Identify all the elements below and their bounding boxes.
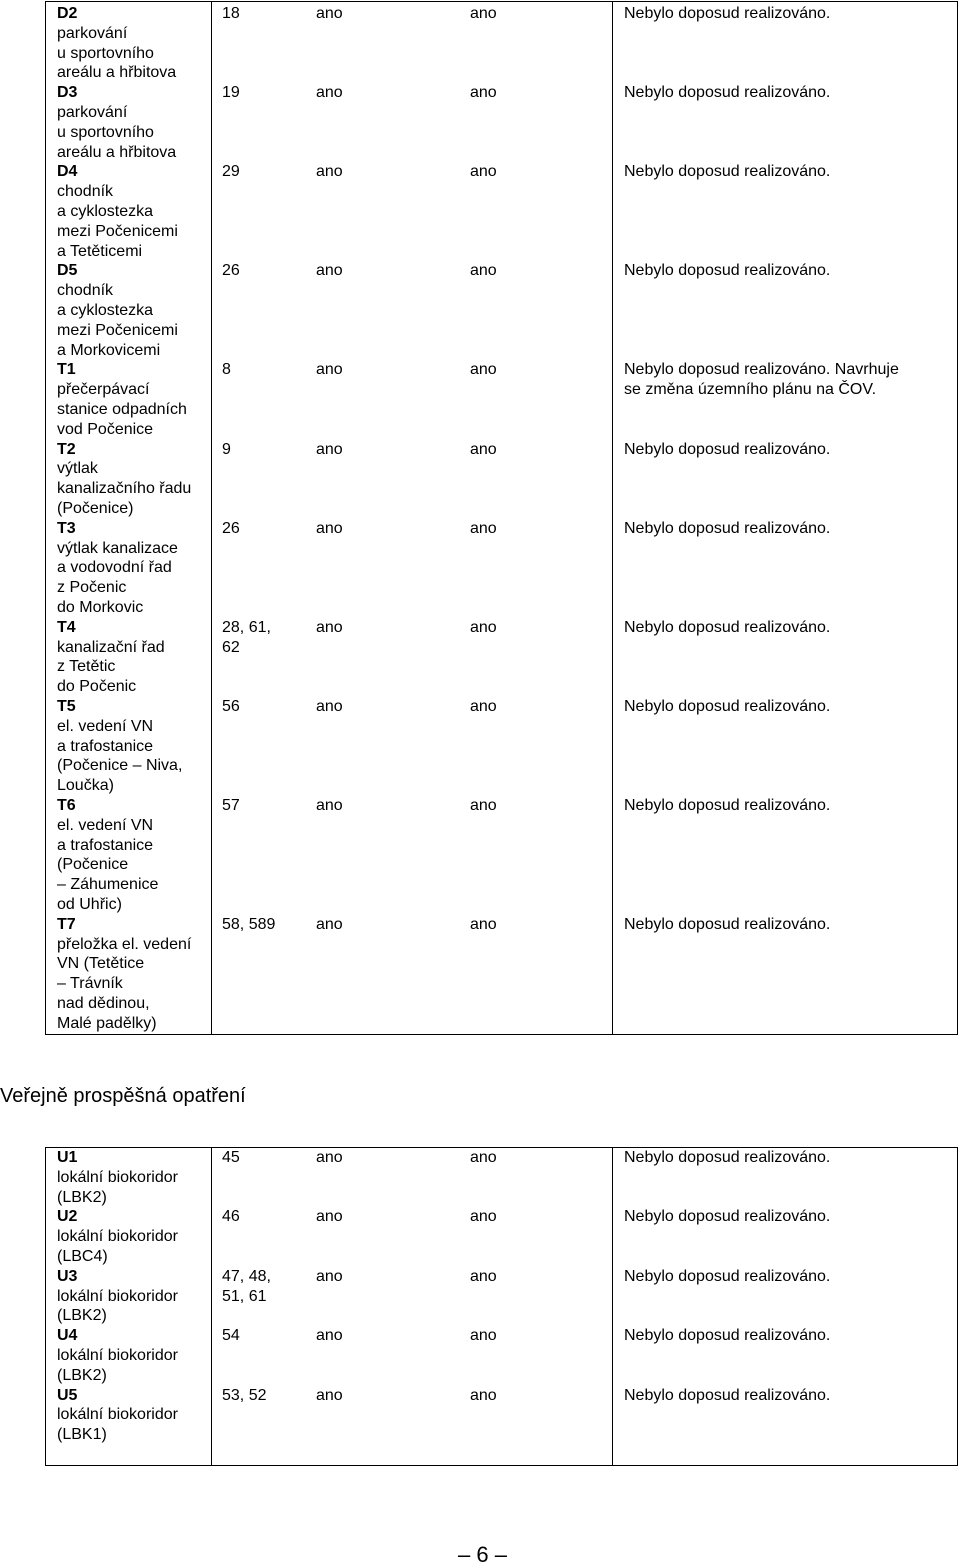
row-status: Nebylo doposud realizováno. (624, 915, 831, 933)
row-description-line: a cyklostezka (57, 203, 154, 220)
row-description-line: z Počenic (57, 579, 127, 597)
row-description-line: od Uhřic) (57, 896, 122, 913)
row-col-ano-2: ano (470, 1327, 497, 1345)
row-col-ano-1: ano (316, 1386, 343, 1404)
row-col-ano-1: ano (316, 915, 343, 933)
page-number: – 6 – (458, 1542, 507, 1567)
row-col-ano-1: ano (316, 519, 343, 537)
row-status: Nebylo doposud realizováno. (624, 5, 831, 22)
row-col-ano-1: ano (316, 163, 343, 181)
row-description-line: (LBK2) (57, 1188, 107, 1206)
row-description-line: a vodovodní řad (57, 559, 172, 577)
table-1-divider-left (211, 1, 212, 1035)
row-status: Nebylo doposud realizováno. (624, 797, 831, 814)
row-code: U1 (57, 1149, 78, 1166)
table-1-divider-right (612, 1, 613, 1035)
row-col-ano-2: ano (470, 698, 497, 715)
row-code: T2 (57, 440, 76, 458)
row-description-line: do Morkovic (57, 599, 144, 616)
row-parcels: 8 (222, 361, 231, 379)
row-parcels: 29 (222, 163, 240, 181)
row-parcels: 57 (222, 797, 240, 814)
row-col-ano-1: ano (316, 84, 343, 102)
row-col-ano-2: ano (470, 1267, 497, 1285)
row-status: Nebylo doposud realizováno. (624, 1386, 831, 1404)
row-code: T7 (57, 915, 76, 933)
row-code: T3 (57, 519, 76, 537)
row-description-line: do Počenic (57, 678, 137, 696)
row-col-ano-1: ano (316, 361, 343, 379)
row-description-line: lokální biokoridor (57, 1287, 178, 1305)
row-code: D3 (57, 84, 78, 102)
row-code: T1 (57, 361, 76, 379)
section-title: Veřejně prospěšná opatření (0, 1085, 246, 1107)
row-description-line: u sportovního (57, 44, 154, 62)
row-col-ano-1: ano (316, 440, 343, 458)
row-parcels: 47, 48, (222, 1267, 271, 1285)
row-description-line: lokální biokoridor (57, 1406, 178, 1424)
row-col-ano-2: ano (470, 262, 497, 280)
row-description-line: výtlak (57, 460, 98, 478)
row-code: U5 (57, 1386, 78, 1404)
row-parcels: 45 (222, 1149, 240, 1166)
row-code: U2 (57, 1208, 78, 1226)
row-description-line: a trafostanice (57, 737, 154, 755)
row-col-ano-2: ano (470, 797, 497, 814)
row-description-line: přeložka el. vedení (57, 935, 192, 953)
row-description-line: přečerpávací (57, 381, 150, 399)
row-col-ano-1: ano (316, 1208, 343, 1226)
row-status: Nebylo doposud realizováno. Navrhuje (624, 361, 899, 379)
row-code: D4 (57, 163, 78, 181)
row-parcels: 28, 61, (222, 618, 271, 636)
row-col-ano-1: ano (316, 618, 343, 636)
row-status: Nebylo doposud realizováno. (624, 163, 831, 181)
row-description-line: (LBC4) (57, 1248, 108, 1265)
row-description-line: a Morkovicemi (57, 341, 161, 359)
row-col-ano-2: ano (470, 5, 497, 22)
row-parcels: 26 (222, 262, 240, 280)
row-description-line: chodník (57, 282, 114, 300)
row-col-ano-1: ano (316, 698, 343, 715)
row-description-line: el. vedení VN (57, 717, 154, 735)
row-description-line: (Počenice (57, 856, 129, 874)
row-parcels: 51, 61 (222, 1287, 267, 1305)
row-status: Nebylo doposud realizováno. (624, 1327, 831, 1345)
row-description-line: a cyklostezka (57, 302, 154, 319)
row-description-line: lokální biokoridor (57, 1228, 178, 1246)
row-col-ano-2: ano (470, 361, 497, 379)
row-parcels: 26 (222, 519, 240, 537)
row-status: Nebylo doposud realizováno. (624, 84, 831, 102)
row-parcels: 9 (222, 440, 231, 458)
row-col-ano-2: ano (470, 1208, 497, 1226)
row-description-line: Loučka) (57, 777, 114, 795)
row-parcels: 53, 52 (222, 1386, 267, 1404)
row-description-line: parkování (57, 24, 128, 42)
row-col-ano-2: ano (470, 84, 497, 102)
row-description-line: a trafostanice (57, 836, 154, 854)
row-description-line: stanice odpadních (57, 401, 187, 418)
table-2-divider-left (211, 1147, 212, 1466)
row-code: D2 (57, 5, 78, 22)
row-description-line: lokální biokoridor (57, 1347, 178, 1364)
row-status: Nebylo doposud realizováno. (624, 1149, 831, 1166)
row-description-line: mezi Počenicemi (57, 222, 178, 240)
row-status: Nebylo doposud realizováno. (624, 1267, 831, 1285)
row-status: Nebylo doposud realizováno. (624, 618, 831, 636)
row-parcels: 58, 589 (222, 915, 276, 933)
row-description-line: – Záhumenice (57, 876, 159, 894)
row-col-ano-1: ano (316, 797, 343, 814)
row-description-line: (LBK2) (57, 1307, 107, 1325)
row-code: T4 (57, 618, 76, 636)
row-description-line: z Tetětic (57, 658, 116, 676)
row-parcels: 46 (222, 1208, 240, 1226)
row-code: U4 (57, 1327, 78, 1345)
row-col-ano-1: ano (316, 1149, 343, 1166)
table-2 (45, 1147, 958, 1466)
row-parcels: 56 (222, 698, 240, 715)
row-col-ano-2: ano (470, 915, 497, 933)
row-status: Nebylo doposud realizováno. (624, 698, 831, 715)
row-description-line: (LBK2) (57, 1366, 107, 1384)
row-description-line: nad dědinou, (57, 995, 150, 1012)
row-description-line: – Trávník (57, 975, 123, 993)
row-parcels: 54 (222, 1327, 240, 1345)
row-description-line: kanalizační řad (57, 638, 165, 656)
row-description-line: Malé padělky) (57, 1014, 157, 1032)
row-description-line: výtlak kanalizace (57, 539, 178, 557)
row-status: Nebylo doposud realizováno. (624, 519, 831, 537)
row-code: D5 (57, 262, 78, 280)
table-2-divider-right (612, 1147, 613, 1466)
row-col-ano-2: ano (470, 1386, 497, 1404)
row-col-ano-1: ano (316, 1327, 343, 1345)
row-description-line: VN (Tetětice (57, 955, 145, 973)
row-parcels: 19 (222, 84, 240, 102)
row-col-ano-1: ano (316, 262, 343, 280)
row-description-line: lokální biokoridor (57, 1168, 178, 1186)
row-col-ano-2: ano (470, 163, 497, 181)
row-status: Nebylo doposud realizováno. (624, 440, 831, 458)
row-col-ano-1: ano (316, 5, 343, 22)
row-description-line: chodník (57, 183, 114, 201)
row-status: se změna územního plánu na ČOV. (624, 381, 877, 399)
row-col-ano-2: ano (470, 440, 497, 458)
row-description-line: vod Počenice (57, 420, 154, 438)
row-description-line: el. vedení VN (57, 816, 154, 834)
row-parcels: 62 (222, 638, 240, 656)
row-description-line: (LBK1) (57, 1426, 107, 1444)
row-description-line: (Počenice – Niva, (57, 757, 183, 775)
row-description-line: mezi Počenicemi (57, 321, 178, 339)
row-col-ano-2: ano (470, 1149, 497, 1166)
row-status: Nebylo doposud realizováno. (624, 262, 831, 280)
row-code: T5 (57, 698, 76, 715)
row-description-line: areálu a hřbitova (57, 143, 177, 161)
row-col-ano-1: ano (316, 1267, 343, 1285)
row-description-line: a Tetěticemi (57, 242, 143, 260)
row-col-ano-2: ano (470, 618, 497, 636)
row-description-line: kanalizačního řadu (57, 480, 192, 498)
row-description-line: areálu a hřbitova (57, 64, 177, 82)
row-col-ano-2: ano (470, 519, 497, 537)
row-description-line: (Počenice) (57, 500, 134, 517)
row-description-line: u sportovního (57, 123, 154, 141)
row-code: U3 (57, 1267, 78, 1285)
row-description-line: parkování (57, 104, 128, 121)
row-code: T6 (57, 797, 76, 814)
row-parcels: 18 (222, 5, 240, 22)
row-status: Nebylo doposud realizováno. (624, 1208, 831, 1226)
